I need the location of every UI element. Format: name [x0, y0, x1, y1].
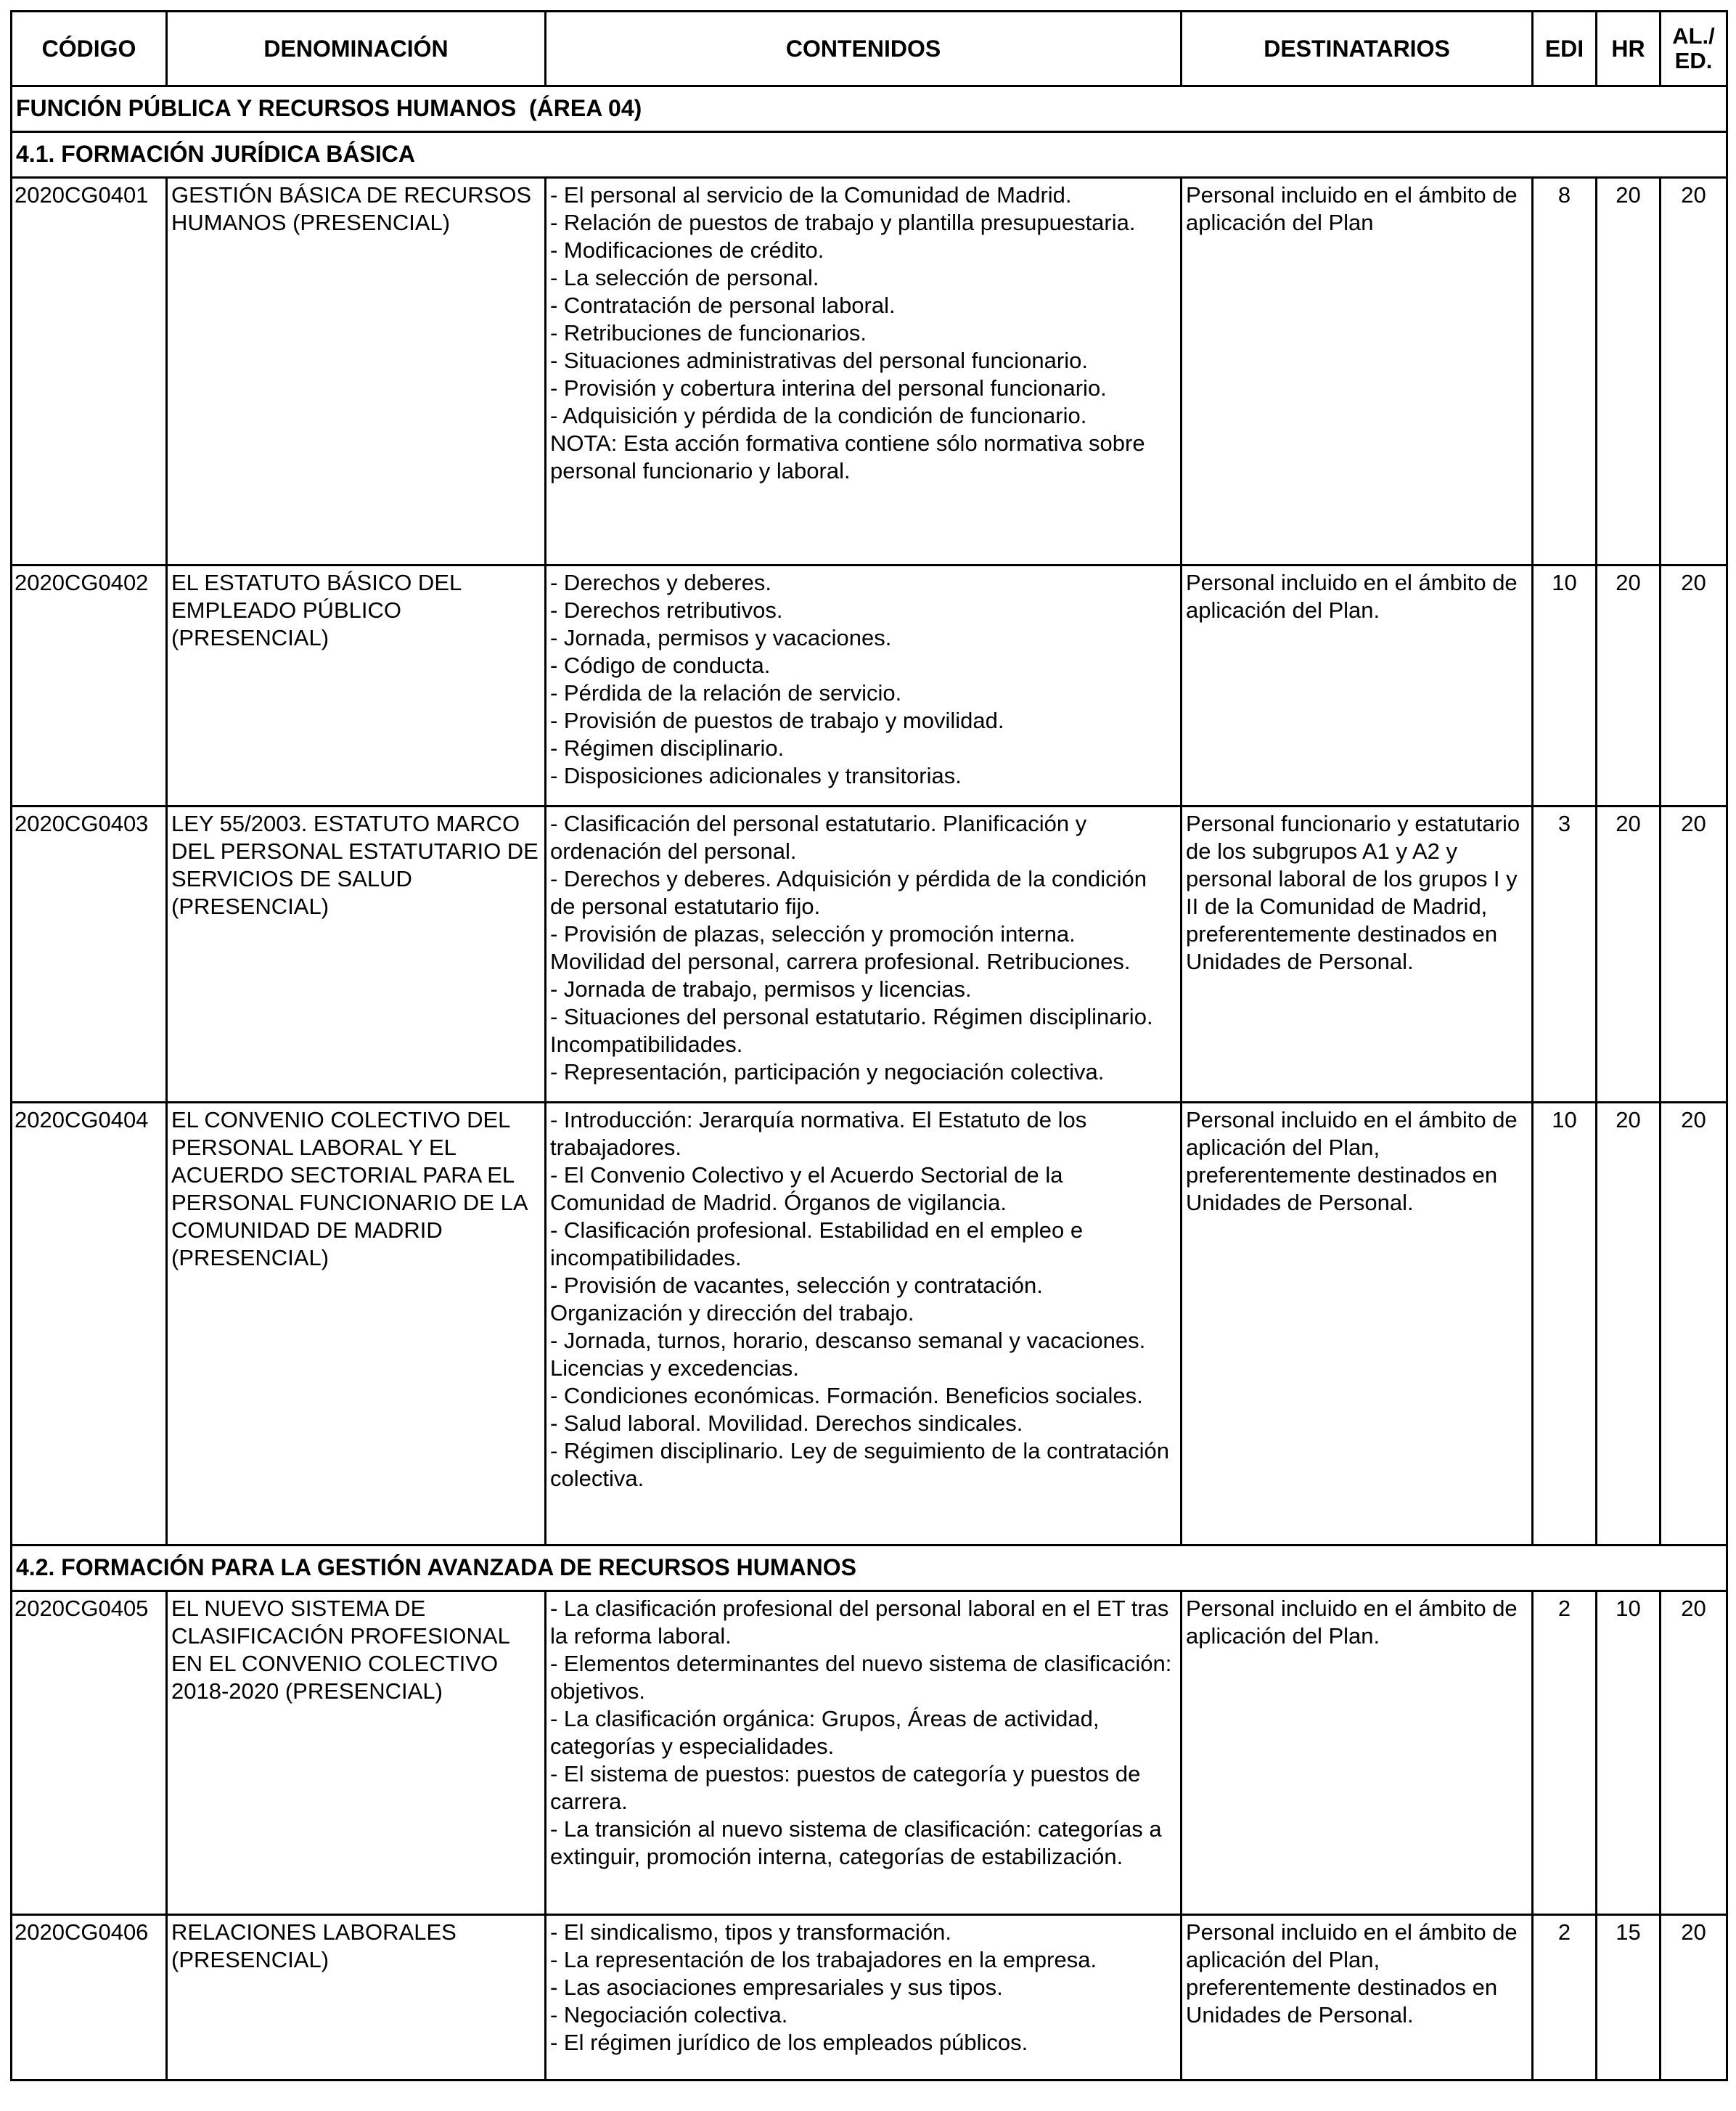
- content-line: - Negociación colectiva.: [550, 2002, 788, 2028]
- area-row: [12, 86, 1727, 132]
- course-code: 2020CG0402: [12, 565, 167, 807]
- course-edi: 8: [1533, 178, 1597, 565]
- course-recipients: Personal incluido en el ámbito de aplicación del Plan.: [1182, 565, 1533, 807]
- content-line: - La selección de personal.: [550, 265, 819, 290]
- header-al-ed-line1: AL./: [1672, 23, 1715, 49]
- course-name: EL ESTATUTO BÁSICO DEL EMPLEADO PÚBLICO (PRESENCIAL): [167, 565, 546, 807]
- course-recipients: Personal incluido en el ámbito de aplicación del Plan.: [1182, 1591, 1533, 1915]
- course-al-ed: 20: [1661, 807, 1727, 1103]
- content-line: - Provisión de plazas, selección y promoción interna. Movilidad del personal, carrera profesional. Retribuciones.: [550, 921, 1131, 974]
- course-name: GESTIÓN BÁSICA DE RECURSOS HUMANOS (PRESENCIAL): [167, 178, 546, 565]
- header-al-ed-line2: ED.: [1674, 48, 1713, 73]
- course-hr: 20: [1597, 1103, 1661, 1546]
- content-line: - Condiciones económicas. Formación. Beneficios sociales.: [550, 1383, 1143, 1408]
- section-row: [12, 1546, 1727, 1591]
- area-title: FUNCIÓN PÚBLICA Y RECURSOS HUMANOS (ÁREA 04): [12, 86, 1727, 132]
- header-edi: EDI: [1533, 12, 1597, 86]
- course-contents: [546, 807, 1182, 1103]
- course-code: 2020CG0401: [12, 178, 167, 565]
- content-line: - Código de conducta.: [550, 653, 771, 678]
- course-contents: [546, 1915, 1182, 2081]
- course-name: RELACIONES LABORALES (PRESENCIAL): [167, 1915, 546, 2081]
- section-title-4-2: 4.2. FORMACIÓN PARA LA GESTIÓN AVANZADA DE RECURSOS HUMANOS: [12, 1546, 1727, 1591]
- content-line: - Clasificación profesional. Estabilidad en el empleo e incompatibilidades.: [550, 1217, 1084, 1270]
- header-row: [12, 12, 1727, 86]
- content-line: - Jornada, turnos, horario, descanso semanal y vacaciones. Licencias y excedencias.: [550, 1328, 1146, 1381]
- course-edi: 2: [1533, 1591, 1597, 1915]
- header-al-ed: [1661, 12, 1727, 86]
- content-line: - Derechos retributivos.: [550, 597, 783, 623]
- course-edi: 2: [1533, 1915, 1597, 2081]
- course-name: LEY 55/2003. ESTATUTO MARCO DEL PERSONAL ESTATUTARIO DE SERVICIOS DE SALUD (PRESENCIAL): [167, 807, 546, 1103]
- header-hr: HR: [1597, 12, 1661, 86]
- content-line: - Representación, participación y negociación colectiva.: [550, 1059, 1105, 1085]
- course-al-ed: 20: [1661, 1915, 1727, 2081]
- content-line: - Relación de puestos de trabajo y plantilla presupuestaria.: [550, 210, 1136, 235]
- course-edi: 3: [1533, 807, 1597, 1103]
- course-contents: [546, 178, 1182, 565]
- content-line: - El sindicalismo, tipos y transformación.: [550, 1919, 952, 1945]
- course-contents: [546, 565, 1182, 807]
- content-line: - Derechos y deberes. Adquisición y pérdida de la condición de personal estatutario fijo.: [550, 866, 1147, 919]
- course-hr: 20: [1597, 807, 1661, 1103]
- course-recipients: Personal funcionario y estatutario de los subgrupos A1 y A2 y personal laboral de los grupos I y II de la Comunidad de Madrid, preferentemente destinados en Unidades de Personal.: [1182, 807, 1533, 1103]
- course-code: 2020CG0406: [12, 1915, 167, 2081]
- content-line: - El sistema de puestos: puestos de categoría y puestos de carrera.: [550, 1761, 1141, 1814]
- content-line: - La clasificación orgánica: Grupos, Áreas de actividad, categorías y especialidades.: [550, 1706, 1100, 1759]
- content-line: - Salud laboral. Movilidad. Derechos sindicales.: [550, 1410, 1023, 1436]
- course-al-ed: 20: [1661, 1591, 1727, 1915]
- content-line: - Introducción: Jerarquía normativa. El Estatuto de los trabajadores.: [550, 1107, 1087, 1160]
- course-recipients: Personal incluido en el ámbito de aplicación del Plan: [1182, 178, 1533, 565]
- content-line: - El régimen jurídico de los empleados públicos.: [550, 2030, 1028, 2055]
- content-line: - Jornada de trabajo, permisos y licencias.: [550, 976, 972, 1002]
- table-row: [12, 565, 1727, 807]
- content-line: - Régimen disciplinario.: [550, 735, 785, 761]
- course-al-ed: 20: [1661, 178, 1727, 565]
- course-name: EL CONVENIO COLECTIVO DEL PERSONAL LABORAL Y EL ACUERDO SECTORIAL PARA EL PERSONAL FUNCIONARIO DE LA COMUNIDAD DE MADRID (PRESENCIAL): [167, 1103, 546, 1546]
- course-code: 2020CG0405: [12, 1591, 167, 1915]
- courses-table: [10, 10, 1728, 2081]
- content-line: - Situaciones administrativas del personal funcionario.: [550, 348, 1088, 373]
- content-line: - Provisión y cobertura interina del personal funcionario.: [550, 375, 1107, 401]
- table-row: [12, 1103, 1727, 1546]
- course-recipients: Personal incluido en el ámbito de aplicación del Plan, preferentemente destinados en Unidades de Personal.: [1182, 1103, 1533, 1546]
- table-row: [12, 807, 1727, 1103]
- content-line: NOTA: Esta acción formativa contiene sólo normativa sobre personal funcionario y laboral.: [550, 430, 1145, 483]
- content-line: - Las asociaciones empresariales y sus tipos.: [550, 1975, 1003, 2000]
- header-contenidos: CONTENIDOS: [546, 12, 1182, 86]
- content-line: - Régimen disciplinario. Ley de seguimiento de la contratación colectiva.: [550, 1438, 1169, 1491]
- content-line: - Disposiciones adicionales y transitorias.: [550, 763, 962, 788]
- content-line: - Contratación de personal laboral.: [550, 293, 896, 318]
- content-line: - Provisión de vacantes, selección y contratación. Organización y dirección del trabajo.: [550, 1273, 1043, 1326]
- course-code: 2020CG0403: [12, 807, 167, 1103]
- table-row: [12, 1591, 1727, 1915]
- course-hr: 20: [1597, 565, 1661, 807]
- course-code: 2020CG0404: [12, 1103, 167, 1546]
- content-line: - Adquisición y pérdida de la condición de funcionario.: [550, 403, 1087, 428]
- header-codigo: CÓDIGO: [12, 12, 167, 86]
- course-name: EL NUEVO SISTEMA DE CLASIFICACIÓN PROFESIONAL EN EL CONVENIO COLECTIVO 2018-2020 (PRESENCIAL): [167, 1591, 546, 1915]
- content-line: - Clasificación del personal estatutario. Planificación y ordenación del personal.: [550, 811, 1087, 864]
- content-line: - La representación de los trabajadores en la empresa.: [550, 1947, 1097, 1972]
- course-recipients: Personal incluido en el ámbito de aplicación del Plan, preferentemente destinados en Unidades de Personal.: [1182, 1915, 1533, 2081]
- content-line: - Retribuciones de funcionarios.: [550, 320, 867, 346]
- table-row: [12, 1915, 1727, 2081]
- course-al-ed: 20: [1661, 1103, 1727, 1546]
- table-row: [12, 178, 1727, 565]
- course-contents: [546, 1103, 1182, 1546]
- content-line: - La clasificación profesional del personal laboral en el ET tras la reforma laboral.: [550, 1596, 1169, 1649]
- course-hr: 10: [1597, 1591, 1661, 1915]
- section-row: [12, 132, 1727, 178]
- content-line: - Elementos determinantes del nuevo sistema de clasificación: objetivos.: [550, 1651, 1172, 1704]
- content-line: - La transición al nuevo sistema de clasificación: categorías a extinguir, promoción interna, categorías de estabilización.: [550, 1816, 1162, 1869]
- content-line: - Situaciones del personal estatutario. Régimen disciplinario. Incompatibilidades.: [550, 1004, 1153, 1057]
- course-edi: 10: [1533, 1103, 1597, 1546]
- content-line: - Pérdida de la relación de servicio.: [550, 680, 902, 706]
- course-hr: 20: [1597, 178, 1661, 565]
- content-line: - Provisión de puestos de trabajo y movilidad.: [550, 708, 1004, 733]
- header-denominacion: DENOMINACIÓN: [167, 12, 546, 86]
- header-destinatarios: DESTINATARIOS: [1182, 12, 1533, 86]
- content-line: - Derechos y deberes.: [550, 570, 771, 595]
- course-contents: [546, 1591, 1182, 1915]
- course-hr: 15: [1597, 1915, 1661, 2081]
- content-line: - Modificaciones de crédito.: [550, 237, 824, 263]
- content-line: - El personal al servicio de la Comunidad de Madrid.: [550, 182, 1072, 208]
- course-al-ed: 20: [1661, 565, 1727, 807]
- section-title-4-1: 4.1. FORMACIÓN JURÍDICA BÁSICA: [12, 132, 1727, 178]
- content-line: - Jornada, permisos y vacaciones.: [550, 625, 892, 650]
- content-line: - El Convenio Colectivo y el Acuerdo Sectorial de la Comunidad de Madrid. Órganos de vigilancia.: [550, 1162, 1063, 1215]
- course-edi: 10: [1533, 565, 1597, 807]
